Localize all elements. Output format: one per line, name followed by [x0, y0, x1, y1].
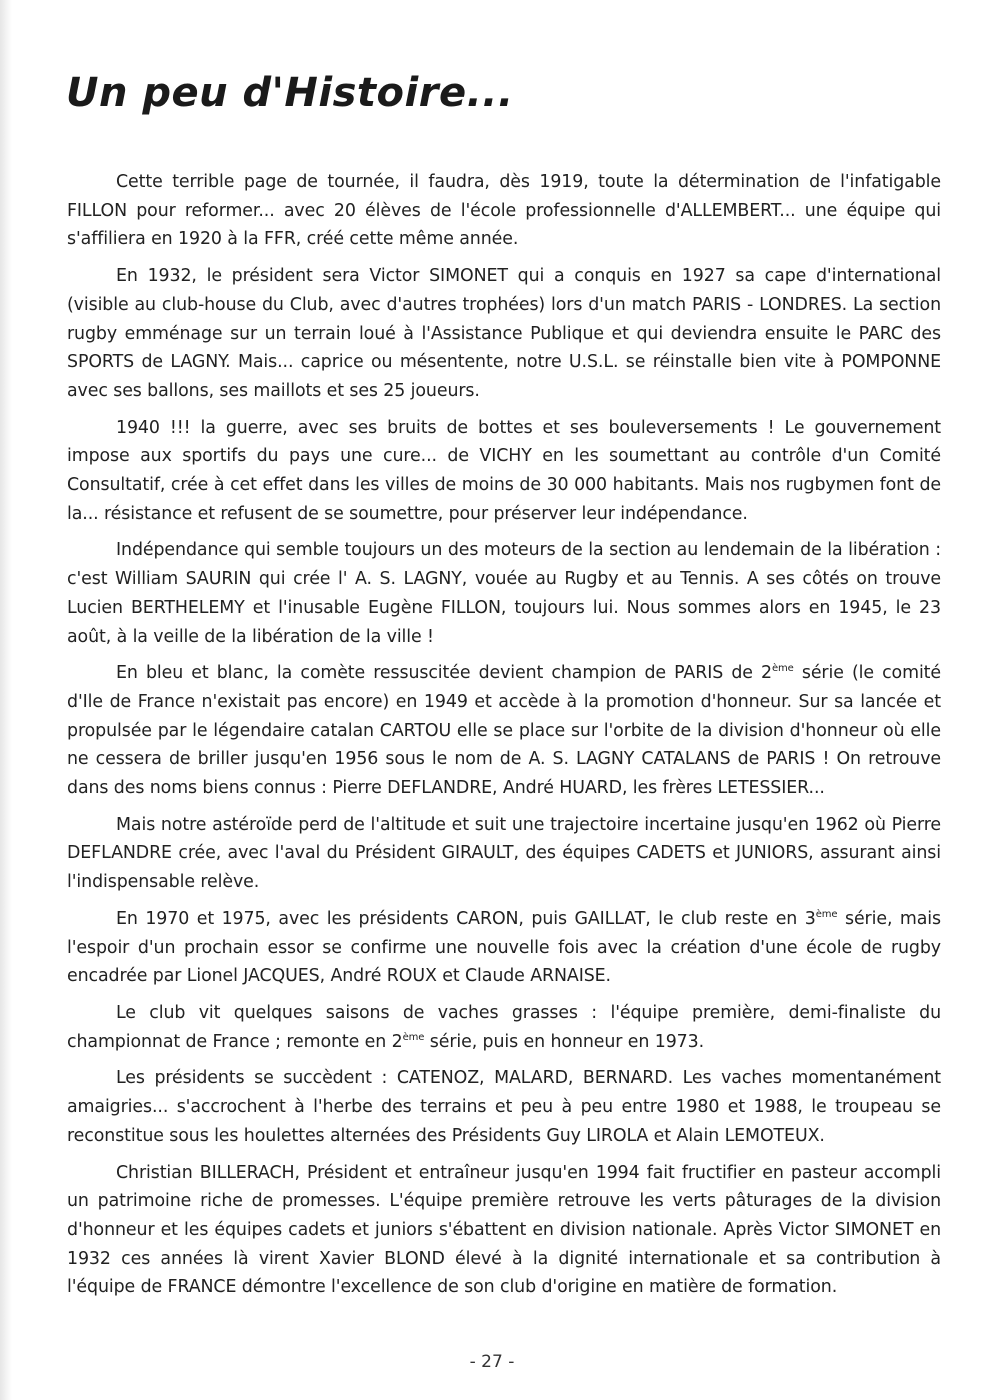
page-title: Un peu d'Histoire...	[66, 70, 514, 116]
article-body	[67, 168, 941, 1310]
paragraph-8-text-end: série, puis en honneur en 1973.	[424, 1031, 705, 1052]
paragraph-3: 1940 !!! la guerre, avec ses bruits de bottes et ses bouleversements ! Le gouvernement impose aux sportifs du pays une cure... de VICHY en les soumettant au contrôle d'un Comité Consultatif, crée à cet effet dans les villes de moins de 30 000 habitants. Mais nos rugbymen font de la... résistance et refusent de se soumettre, pour préserver leur indépendance.	[67, 417, 941, 524]
paragraph-8-text-start: Le club vit quelques saisons de vaches grasses : l'équipe première, demi-finaliste du championnat de France ; remonte en 2	[67, 1002, 941, 1052]
page-number: - 27 -	[469, 1352, 515, 1372]
paragraph-7-text-start: En 1970 et 1975, avec les présidents CARON, puis GAILLAT, le club reste en 3	[116, 908, 816, 929]
paragraph-5	[67, 659, 941, 803]
paragraph-7-text-end: série, mais l'espoir d'un prochain essor se confirme une nouvelle fois avec la création d'une école de rugby encadrée par Lionel JACQUES, André ROUX et Claude ARNAISE.	[67, 908, 941, 987]
paragraph-5-text-end: série (le comité d'Ile de France n'existait pas encore) en 1949 et accède à la promotion d'honneur. Sur sa lancée et propulsée par le légendaire catalan CARTOU elle se place sur l'orbite de la division d'honneur où elle ne cessera de briller jusqu'en 1956 sous le nom de A. S. LAGNY CATALANS de PARIS ! On retrouve dans des noms biens connus : Pierre DEFLANDRE, André HUARD, les frères LETESSIER...	[67, 663, 941, 799]
page-edge-shadow	[0, 0, 12, 1400]
paragraph-7-superscript: ème	[815, 908, 838, 920]
paragraph-8-superscript: ème	[402, 1031, 425, 1043]
paragraph-10: Christian BILLERACH, Président et entraîneur jusqu'en 1994 fait fructifier en pasteur accompli un patrimoine riche de promesses. L'équipe première retrouve les verts pâturages de la division d'honneur et les équipes cadets et juniors s'ébattent en division nationale. Après Victor SIMONET en 1932 ces années là virent Xavier BLOND élevé à la dignité internationale et sa contribution à l'équipe de FRANCE démontre l'excellence de son club d'origine en matière de formation.	[67, 1162, 941, 1298]
paragraph-6: Mais notre astéroïde perd de l'altitude et suit une trajectoire incertaine jusqu'en 1962 où Pierre DEFLANDRE crée, avec l'aval du Président GIRAULT, des équipes CADETS et JUNIORS, assurant ainsi l'indispensable relève.	[67, 814, 941, 893]
paragraph-2: En 1932, le président sera Victor SIMONET qui a conquis en 1927 sa cape d'international (visible au club-house du Club, avec d'autres trophées) lors d'un match PARIS - LONDRES. La section rugby emménage sur un terrain loué à l'Assistance Publique et qui deviendra ensuite le PARC des SPORTS de LAGNY. Mais... caprice ou mésentente, notre U.S.L. se réinstalle bien vite à POMPONNE avec ses ballons, ses maillots et ses 25 joueurs.	[67, 266, 941, 401]
paragraph-8	[67, 999, 941, 1056]
paragraph-1: Cette terrible page de tournée, il faudra, dès 1919, toute la détermination de l'infatigable FILLON pour reformer... avec 20 élèves de l'école professionnelle d'ALLEMBERT... une équipe qui s'affiliera en 1920 à la FFR, créé cette même année.	[67, 172, 941, 250]
paragraph-9: Les présidents se succèdent : CATENOZ, MALARD, BERNARD. Les vaches momentanément amaigries... s'accrochent à l'herbe des terrains et peu à peu entre 1980 et 1988, le troupeau se reconstitue sous les houlettes alternées des Présidents Guy LIROLA et Alain LEMOTEUX.	[67, 1068, 941, 1146]
paragraph-5-superscript: ème	[771, 663, 794, 675]
paragraph-4: Indépendance qui semble toujours un des moteurs de la section au lendemain de la libération : c'est William SAURIN qui crée l' A. S. LAGNY, vouée au Rugby et au Tennis. A ses côtés on trouve Lucien BERTHELEMY et l'inusable Eugène FILLON, toujours lui. Nous sommes alors en 1945, le 23 août, à la veille de la libération de la ville !	[67, 540, 941, 647]
paragraph-7	[67, 905, 941, 991]
paragraph-5-text-start: En bleu et blanc, la comète ressuscitée devient champion de PARIS de 2	[116, 663, 772, 684]
